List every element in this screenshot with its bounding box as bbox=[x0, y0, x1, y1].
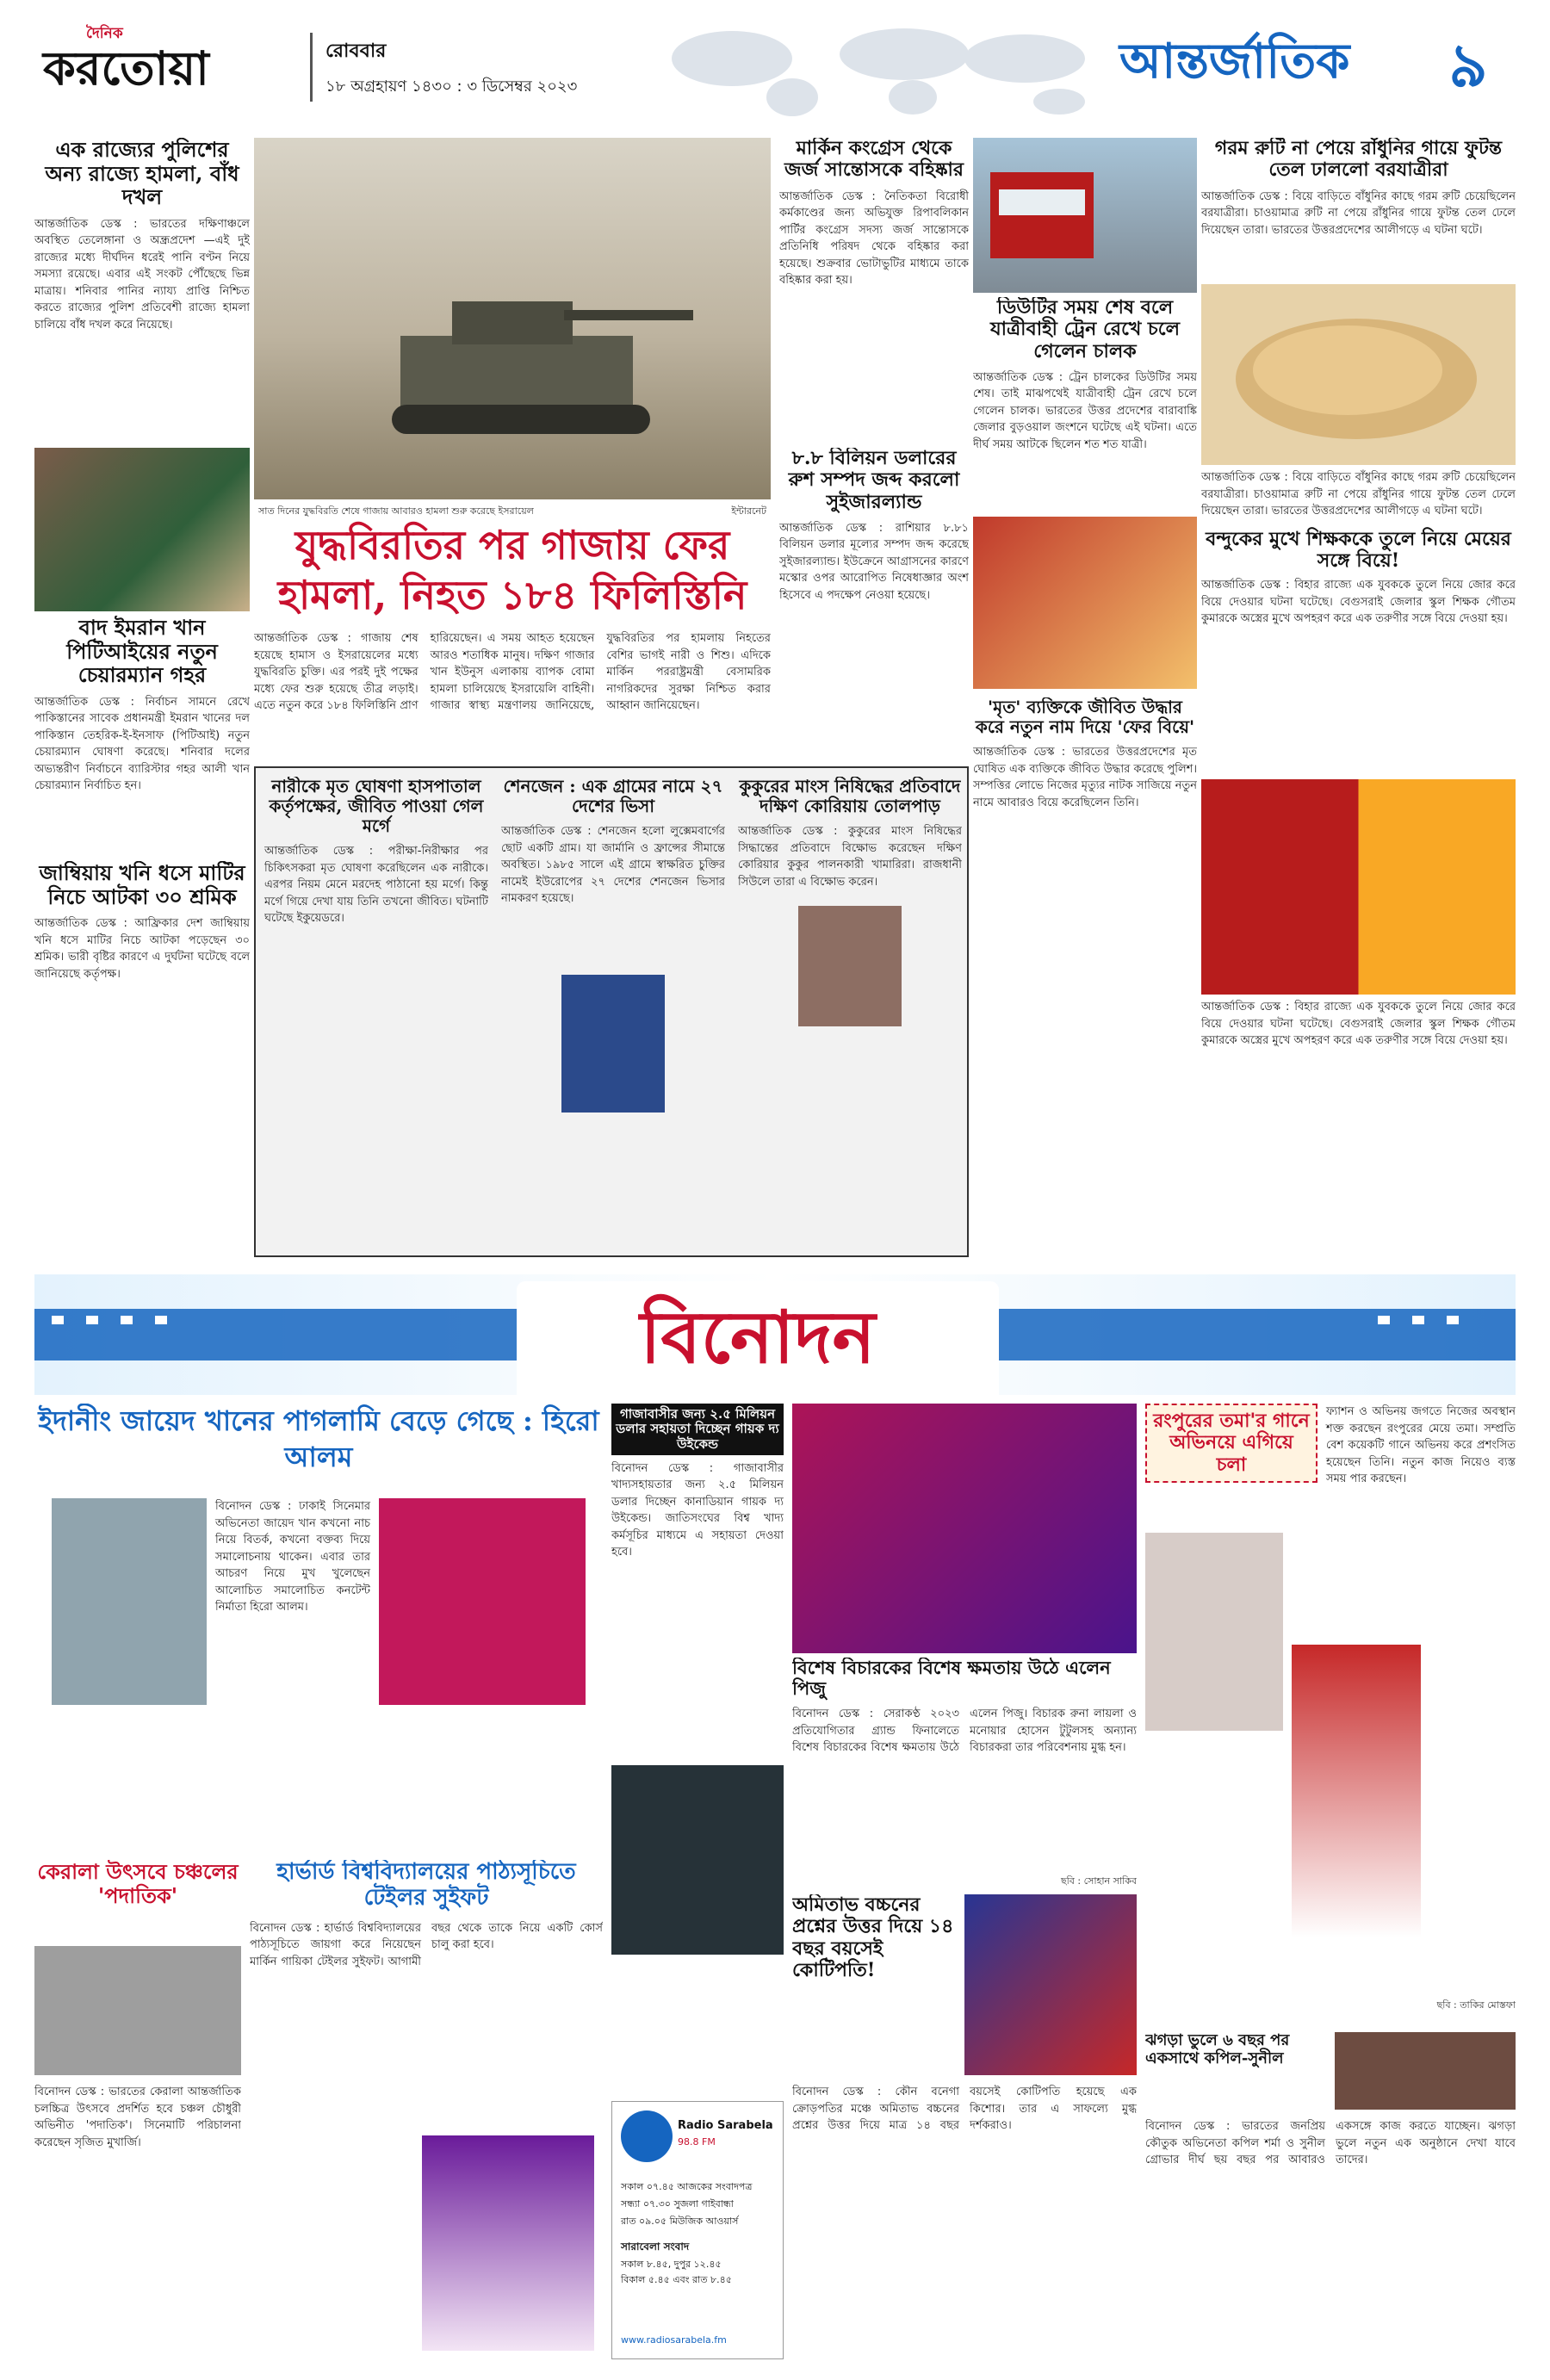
article-body: বিনোদন ডেস্ক : কৌন বনেগা ক্রোড়পতির মঞ্চে অমিতাভ বচ্চনের প্রশ্নের উত্তর দিয়ে মাত্র ১৪ বছর বয়সেই কোটিপতি হয়েছে এক কিশোর। তার এ সাফল্যে মুগ্ধ দর্শকরাও। bbox=[792, 2086, 1137, 2132]
train-photo bbox=[973, 138, 1197, 293]
photo-credit: ছবি : তাকির মোস্তফা bbox=[1436, 1999, 1516, 2011]
zayed-khan-photo bbox=[379, 1498, 586, 1705]
masthead-day: রোববার bbox=[326, 40, 387, 62]
article-swiss-assets bbox=[779, 448, 969, 758]
section-title: আন্তর্জাতিক bbox=[1119, 33, 1350, 90]
article-amitabh-kbc bbox=[792, 1894, 1137, 2359]
radio-name: Radio Sarabela bbox=[678, 2119, 773, 2132]
weeknd-photo bbox=[611, 1765, 784, 1955]
article-body: বিনোদন ডেস্ক : ভারতের জনপ্রিয় কৌতুক অভিনেতা কপিল শর্মা ও সুনীল গ্রোভার দীর্ঘ ছয় বছর পর আবারও একসঙ্গে কাজ করতে যাচ্ছেন। ঝগড়া ভুলে নতুন এক অনুষ্ঠানে দেখা যাবে তাদের। bbox=[1145, 2120, 1516, 2166]
masthead-divider bbox=[310, 33, 313, 102]
article-kerala-padatik bbox=[34, 1860, 241, 2359]
page-number: ৯ bbox=[1448, 29, 1488, 101]
kapil-sunil-photo bbox=[1335, 2032, 1516, 2110]
article-body: আন্তর্জাতিক ডেস্ক : কুকুরের মাংস নিষিদ্ধের সিদ্ধান্তের প্রতিবাদে বিক্ষোভ করেছেন দক্ষিণ কোরিয়ার কুকুর পালনকারী খামারিরা। রাজধানী সিউলে তারা এ বিক্ষোভ করেন। bbox=[738, 825, 962, 889]
article-santos bbox=[779, 138, 969, 448]
piju-photo bbox=[792, 1404, 1137, 1653]
article-body: আন্তর্জাতিক ডেস্ক : নির্বাচন সামনে রেখে পাকিস্তানের সাবেক প্রধানমন্ত্রী ইমরান খানের দল পাকিস্তান তেহরিক-ই-ইনসাফ (পিটিআই) নতুন চেয়ারম্যান ঘোষণা করেছে। শনিবার দলের অভ্যন্তরীণ নির্বাচনে ব্যারিস্টার গহর আলী খান চেয়ারম্যান নির্বাচিত হন। bbox=[34, 695, 250, 793]
photo-caption: সাত দিনের যুদ্ধবিরতি শেষে গাজায় আবারও হামলা শুরু করেছে ইসরায়েল bbox=[258, 505, 534, 517]
headline: বাদ ইমরান খান পিটিআইয়ের নতুন চেয়ারম্যান গহর bbox=[66, 616, 218, 688]
masthead-date: ১৮ অগ্রহায়ণ ১৪৩০ : ৩ ডিসেম্বর ২০২৩ bbox=[326, 77, 578, 96]
article-body: আন্তর্জাতিক ডেস্ক : ভারতের দক্ষিণাঞ্চলে অবস্থিত তেলেঙ্গানা ও অন্ধ্রপ্রদেশ —এই দুই রাজ্যের মধ্যে দীর্ঘদিন ধরেই পানি বণ্টন নিয়ে সমস্যা রয়েছে। এবার এই সংকট পৌঁছেছে ভিন্ন মাত্রায়। শনিবার পানির ন্যায্য প্রাপ্তি নিশ্চিত করতে রাজ্যের পুলিশ প্রতিবেশী রাজ্যে হামলা চালিয়ে বাঁধ দখল করে নিয়েছে। bbox=[34, 217, 250, 332]
headline: ইদানীং জায়েদ খানের পাগলামি বেড়ে গেছে : হিরো আলম bbox=[38, 1404, 599, 1473]
headline: শেনজেন : এক গ্রামের নামে ২৭ দেশের ভিসা bbox=[503, 777, 723, 816]
schengen-visa-photo bbox=[561, 975, 665, 1113]
article-body: আন্তর্জাতিক ডেস্ক : বিহার রাজ্যে এক যুবককে তুলে নিয়ে জোর করে বিয়ে দেওয়ার ঘটনা ঘটেছে। বেগুসরাই জেলার স্কুল শিক্ষক গৌতম কুমারকে অস্ত্রের মুখে অপহরণ করে এক তরুণীর সঙ্গে বিয়ে দেওয়া হয়। bbox=[1201, 1001, 1516, 1047]
headline: 'মৃত' ব্যক্তিকে জীবিত উদ্ধার করে নতুন নাম দিয়ে 'ফের বিয়ে' bbox=[975, 697, 1195, 737]
radio-logo bbox=[621, 2110, 673, 2162]
radio-news-times-1: সকাল ৮.৪৫, দুপুর ১২.৪৫ bbox=[621, 2259, 722, 2270]
article-body-continued: আন্তর্জাতিক ডেস্ক : বিয়ে বাড়িতে বাঁধুনির কাছে গরম রুটি চেয়েছিলেন বরযাত্রীরা। চাওয়ামাত্র রুটি না পেয়ে রাঁধুনির গায়ে ফুটন্ত তেল ঢেলে দিয়েছেন তারা। ভারতের উত্তরপ্রদেশের আলীগড়ে এ ঘটনা ঘটে। bbox=[1201, 471, 1516, 518]
radio-schedule-2: সন্ধ্যা ০৭.৩০ সুজলা গাইবান্ধা bbox=[621, 2198, 734, 2210]
photo-credit: ইন্টারনেট bbox=[731, 505, 766, 517]
headline: রংপুরের তমা'র গানে অভিনয়ে এগিয়ে চলা bbox=[1145, 1404, 1318, 1483]
headline: জাম্বিয়ায় খনি ধসে মাটির নিচে আটকা ৩০ শ্রমিক bbox=[39, 861, 245, 909]
headline: গাজাবাসীর জন্য ২.৫ মিলিয়ন ডলার সহায়তা দিচ্ছেন গায়ক দ্য উইকেন্ড bbox=[611, 1404, 784, 1455]
logo: করতোয়া bbox=[43, 40, 209, 96]
headline: ৮.৮ বিলিয়ন ডলারের রুশ সম্পদ জব্দ করলো সুইজারল্যান্ড bbox=[788, 448, 960, 513]
article-dead-man-remarried bbox=[973, 697, 1197, 1266]
article-body: ফ্যাশন ও অভিনয় জগতে নিজের অবস্থান শক্ত করছেন রংপুরের মেয়ে তমা। সম্প্রতি বেশ কয়েকটি গানে অভিনয় করে প্রশংসিত হয়েছেন তিনি। নতুন কাজ নিয়েও ব্যস্ত সময় পার করছেন। bbox=[1326, 1405, 1516, 1485]
article-kapil-sunil bbox=[1145, 2032, 1516, 2359]
article-body: আন্তর্জাতিক ডেস্ক : ভারতের উত্তরপ্রদেশের মৃত ঘোষিত এক ব্যক্তিকে জীবিত উদ্ধার করেছে পুলিশ। সম্পত্তির লোভে নিজের মৃত্যুর নাটক সাজিয়ে নতুন নামে আবারও বিয়ে করেছিলেন তিনি। bbox=[973, 746, 1197, 809]
article-gunpoint-wedding-2 bbox=[1201, 999, 1516, 1257]
article-police-dam bbox=[34, 138, 250, 439]
boxed-row bbox=[254, 766, 969, 1257]
radio-frequency: 98.8 FM bbox=[678, 2136, 716, 2148]
headline: হার্ভার্ড বিশ্ববিদ্যালয়ের পাঠ্যসূচিতে টেইলর সুইফট bbox=[276, 1860, 576, 1911]
hero-alom-photo bbox=[52, 1498, 207, 1705]
headline: ডিউটির সময় শেষ বলে যাত্রীবাহী ট্রেন রেখে চলে গেলেন চালক bbox=[989, 297, 1181, 363]
roti-photo bbox=[1201, 284, 1516, 465]
binodon-banner bbox=[34, 1274, 1516, 1395]
wedding-hands-photo bbox=[973, 517, 1197, 689]
headline: ঝগড়া ভুলে ৬ বছর পর একসাথে কপিল-সুনীল bbox=[1145, 2032, 1290, 2067]
lead-headline: যুদ্ধবিরতির পর গাজায় ফের হামলা, নিহত ১৮৪ ফিলিস্তিনি bbox=[277, 522, 747, 618]
article-body: আন্তর্জাতিক ডেস্ক : বিয়ে বাড়িতে বাঁধুনির কাছে গরম রুটি চেয়েছিলেন বরযাত্রীরা। চাওয়ামাত্র রুটি না পেয়ে রাঁধুনির গায়ে ফুটন্ত তেল ঢেলে দিয়েছেন তারা। ভারতের উত্তরপ্রদেশের আলীগড়ে এ ঘটনা ঘটে। bbox=[1201, 189, 1516, 237]
headline: এক রাজ্যের পুলিশের অন্য রাজ্যে হামলা, বাঁধ দখল bbox=[45, 138, 239, 210]
article-body: আন্তর্জাতিক ডেস্ক : শেনজেন হলো লুক্সেমবার্গের ছোট একটি গ্রাম। যা জার্মানি ও ফ্রান্সের সীমান্তে অবস্থিত। ১৯৮৫ সালে এই গ্রামে স্বাক্ষরিত চুক্তির নামেই ইউরোপের ২৭ দেশের শেনজেন ভিসার নামকরণ হয়েছে। bbox=[501, 825, 725, 905]
article-gaza-lead bbox=[254, 521, 771, 762]
article-body: বিনোদন ডেস্ক : হার্ভার্ড বিশ্ববিদ্যালয়ের পাঠ্যসূচিতে জায়গা করে নিয়েছেন মার্কিন গায়িকা টেইলর সুইফট। আগামী বছর থেকে তাকে নিয়ে একটি কোর্স চালু করা হবে। bbox=[250, 1921, 603, 1968]
imran-khan-photo bbox=[34, 448, 250, 611]
article-body: আন্তর্জাতিক ডেস্ক : আফ্রিকার দেশ জাম্বিয়ায় খনি ধসে মাটির নিচে আটকা পড়েছেন ৩০ শ্রমিক। ভারী বৃষ্টির কারণে এ দুর্ঘটনা ঘটেছে বলে জানিয়েছে কর্তৃপক্ষ। bbox=[34, 917, 250, 981]
radio-sarabela-ad bbox=[611, 2101, 784, 2359]
headline: বিশেষ বিচারকের বিশেষ ক্ষমতায় উঠে এলেন পিজু bbox=[792, 1658, 1111, 1700]
world-map-graphic bbox=[654, 15, 1102, 119]
article-body: বিনোদন ডেস্ক : গাজাবাসীর খাদ্যসহায়তার জন্য ২.৫ মিলিয়ন ডলার দিচ্ছেন কানাডিয়ান গায়ক দ্য উইকেন্ড। জাতিসংঘের বিশ্ব খাদ্য কর্মসূচির মাধ্যমে এ সহায়তা দেওয়া হবে। bbox=[611, 1461, 784, 1559]
article-body: বিনোদন ডেস্ক : ঢাকাই সিনেমার অভিনেতা জায়েদ খান কখনো নাচ নিয়ে বিতর্ক, কখনো বক্তব্য দিয়ে সমালোচনায় থাকেন। এবার তার আচরণ নিয়ে মুখ খুলেছেন আলোচিত সমালোচিত কনটেন্ট নির্মাতা হিরো আলম। bbox=[215, 1500, 370, 1614]
article-pti-chairman bbox=[34, 616, 250, 857]
headline: মার্কিন কংগ্রেস থেকে জর্জ সান্তোসকে বহিষ্কার bbox=[784, 138, 964, 182]
padatik-photo bbox=[34, 1946, 241, 2075]
amitabh-photo bbox=[964, 1894, 1137, 2075]
article-body: আন্তর্জাতিক ডেস্ক : রাশিয়ার ৮.৮১ বিলিয়ন ডলার মূল্যের সম্পদ জব্দ করেছে সুইজারল্যান্ড। ইউক্রেনে আগ্রাসনের কারণে মস্কোর ওপর আরোপিত নিষেধাজ্ঞার অংশ হিসেবে এ পদক্ষেপ নেওয়া হয়েছে। bbox=[779, 521, 969, 602]
headline: কুকুরের মাংস নিষিদ্ধের প্রতিবাদে দক্ষিণ কোরিয়ায় তোলপাড় bbox=[739, 777, 961, 816]
logo-small: দৈনিক bbox=[86, 25, 123, 42]
radio-news-label: সারাবেলা সংবাদ bbox=[621, 2241, 690, 2253]
headline: গরম রুটি না পেয়ে রাঁধুনির গায়ে ফুটন্ত তেল ঢাললো বরযাত্রীরা bbox=[1214, 138, 1503, 182]
article-toma bbox=[1145, 1404, 1516, 2024]
toma-photo-2 bbox=[1292, 1645, 1421, 1937]
article-taylor-swift bbox=[250, 1860, 603, 2359]
binodon-title: বিনোদন bbox=[517, 1281, 999, 1395]
headline: নারীকে মৃত ঘোষণা হাসপাতাল কর্তৃপক্ষের, জীবিত পাওয়া গেল মর্গে bbox=[269, 777, 484, 836]
headline: বন্দুকের মুখে শিক্ষককে তুলে নিয়ে মেয়ের সঙ্গে বিয়ে! bbox=[1206, 527, 1511, 572]
article-zambia-mine bbox=[34, 861, 250, 1257]
article-body: বিনোদন ডেস্ক : সেরাকণ্ঠ ২০২৩ প্রতিযোগিতার গ্র্যান্ড ফিনালেতে বিশেষ বিচারকের বিশেষ ক্ষমতায় উঠে এলেন পিজু। বিচারক রুনা লায়লা ও মনোয়ার হোসেন টুটুলসহ অন্যান্য বিচারকরা তার পরিবেশনায় মুগ্ধ হন। bbox=[792, 1708, 1137, 1755]
wedding-couple-photo bbox=[1201, 779, 1516, 995]
article-morgue bbox=[264, 777, 488, 1250]
radio-url[interactable]: www.radiosarabela.fm bbox=[621, 2334, 727, 2346]
article-body: বিনোদন ডেস্ক : ভারতের কেরালা আন্তর্জাতিক চলচ্চিত্র উৎসবে প্রদর্শিত হবে চঞ্চল চৌধুরী অভিনীত 'পদাতিক'। সিনেমাটি পরিচালনা করেছেন সৃজিত মুখার্জি। bbox=[34, 2086, 241, 2149]
article-hero-alom bbox=[34, 1404, 603, 1851]
gaza-tank-photo bbox=[254, 138, 771, 499]
taylor-swift-photo bbox=[422, 2135, 594, 2351]
article-gunpoint-wedding bbox=[1201, 469, 1516, 779]
tank-illustration bbox=[254, 138, 771, 499]
article-body: আন্তর্জাতিক ডেস্ক : ট্রেন চালকের ডিউটির সময় শেষ। তাই মাঝপথেই যাত্রীবাহী ট্রেন রেখে চলে গেলেন চালক। ভারতের উত্তর প্রদেশের বারাবাঙ্কি জেলার বুড়ওয়াল জংশনে ঘটেছে এই ঘটনা। এতে দীর্ঘ সময় আটকে ছিলেন শত শত যাত্রী। bbox=[973, 370, 1197, 451]
article-body: আন্তর্জাতিক ডেস্ক : পরীক্ষা-নিরীক্ষার পর চিকিৎসকরা মৃত ঘোষণা করেছিলেন এক নারীকে। এরপর নিয়ম মেনে মরদেহ পাঠানো হয় মর্গে। কিন্তু মর্গে গিয়ে দেখা যায় তিনি তখনো জীবিত। ঘটনাটি ঘটেছে ইকুয়েডরে। bbox=[264, 845, 488, 925]
article-body: আন্তর্জাতিক ডেস্ক : বিহার রাজ্যে এক যুবককে তুলে নিয়ে জোর করে বিয়ে দেওয়ার ঘটনা ঘটেছে। বেগুসরাই জেলার স্কুল শিক্ষক গৌতম কুমারকে অস্ত্রের মুখে অপহরণ করে এক তরুণীর সঙ্গে বিয়ে দেওয়া হয়। bbox=[1201, 579, 1516, 626]
article-schengen bbox=[501, 777, 725, 1250]
article-weeknd bbox=[611, 1404, 784, 2092]
radio-schedule-1: সকাল ০৭.৪৫ আজকের সংবাদপত্র bbox=[621, 2181, 753, 2192]
article-piju bbox=[792, 1658, 1137, 1890]
toma-photo-1 bbox=[1145, 1533, 1283, 1731]
masthead bbox=[34, 7, 1516, 136]
photo-credit: ছবি : সোহান সাকিব bbox=[1060, 1875, 1137, 1887]
headline: অমিতাভ বচ্চনের প্রশ্নের উত্তর দিয়ে ১৪ বছর বয়সেই কোটিপতি! bbox=[792, 1894, 954, 1981]
protest-photo bbox=[798, 906, 902, 1026]
radio-news-times-2: বিকাল ৫.৪৫ এবং রাত ৮.৪৫ bbox=[621, 2274, 732, 2285]
article-dog-meat bbox=[738, 777, 962, 1250]
article-body: আন্তর্জাতিক ডেস্ক : নৈতিকতা বিরোধী কর্মকাণ্ডের জন্য অভিযুক্ত রিপাবলিকান পার্টির কংগ্রেস সদস্য জর্জ সান্তোসকে প্রতিনিধি পরিষদ থেকে বহিষ্কার করা হয়েছে। শুক্রবার ভোটাভুটির মাধ্যমে তাকে বহিষ্কার করা হয়। bbox=[779, 189, 969, 288]
headline: কেরালা উৎসবে চঞ্চলের 'পদাতিক' bbox=[37, 1860, 239, 1908]
article-body: আন্তর্জাতিক ডেস্ক : গাজায় শেষ হয়েছে হামাস ও ইসরায়েলের মধ্যে যুদ্ধবিরতি চুক্তি। এর পরই দুই পক্ষের মধ্যে ফের শুরু হয়েছে তীব্র লড়াই। এতে নতুন করে ১৮৪ ফিলিস্তিনি প্রাণ হারিয়েছেন। এ সময় আহত হয়েছেন আরও শতাধিক মানুষ। দক্ষিণ গাজার খান ইউনুস এলাকায় ব্যাপক বোমা হামলা চালিয়েছে ইসরায়েলি বাহিনী। গাজার স্বাস্থ্য মন্ত্রণালয় জানিয়েছে, যুদ্ধবিরতির পর হামলায় নিহতের বেশির ভাগই নারী ও শিশু। এদিকে মার্কিন পররাষ্ট্রমন্ত্রী বেসামরিক নাগরিকদের সুরক্ষা নিশ্চিত করার আহ্বান জানিয়েছেন। bbox=[254, 632, 771, 712]
radio-schedule-3: রাত ০৯.০৫ মিউজিক আওয়ার্স bbox=[621, 2216, 739, 2227]
article-hot-roti bbox=[1201, 138, 1516, 284]
